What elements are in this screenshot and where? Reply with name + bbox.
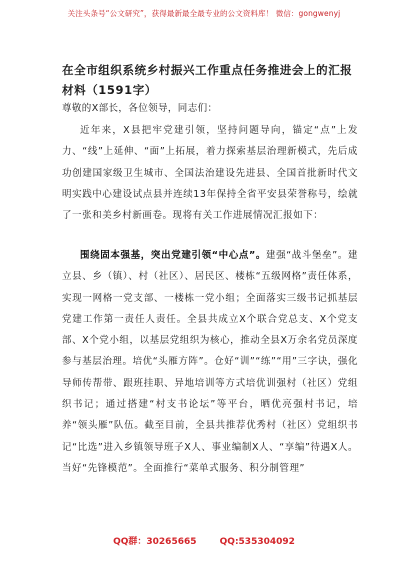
qq-group-number: QQ群：30265665 <box>113 537 197 547</box>
section-body: 建强“战斗堡垒”。建立县、乡（镇）、村（社区）、居民区、楼栋“五级网格”责任体系，实现一网格一党支部、一楼栋一党小组；全面落实三级书记抓基层党建工作第一责任人责任。全县共成立X个联合党总支、X个党支部、X个党小组，以基层党组织为核心，推动全县X万余名党员深度参与基层治理。培优“头雁方阵”。仓好“训”“练”“用”三字诀，强化导师传帮带、跟班挂职、异地培训等方式培优训强村（社区）党组织书记；通过搭建“村支书论坛”等平台，晒优亮强村书记，培养“领头雁”队伍。截至目前，全县共推荐优秀村（社区）党组织书记“比选”进入乡镇领导班子X人、事业编制X人、“享编”待遇X人。当好“先锋模范”。全面推行“菜单式服务、积分制管理” <box>62 250 358 474</box>
body-paragraph-section-one <box>62 245 358 479</box>
salutation: 尊敬的X部长，各位领导，同志们： <box>62 103 218 114</box>
contact-footer <box>0 534 408 547</box>
body-paragraph-intro: 近年来，X县把牢党建引领，坚持问题导向，锚定“点”上发力、“线”上延伸、“面”上拓展，着力探索基层治理新模式，先后成功创建国家级卫生城市、全国法治建设先进县、全国首批新时代文明实践中心建设试点县并连续13年保持全省平安县荣誉称号，绘就了一张和美乡村新画卷。现将有关工作进展情况汇报如下： <box>62 125 358 222</box>
qq-number: QQ:535304092 <box>219 537 295 547</box>
section-heading: 围绕固本强基，突出党建引领“中心点”。 <box>80 250 266 261</box>
promo-banner: 关注头条号“公文研究”，获得最新最全最专业的公文资料库！ 微信：gongwenyj <box>67 9 341 18</box>
document-title: 在全市组织系统乡村振兴工作重点任务推进会上的汇报材料（1591字） <box>62 63 353 97</box>
